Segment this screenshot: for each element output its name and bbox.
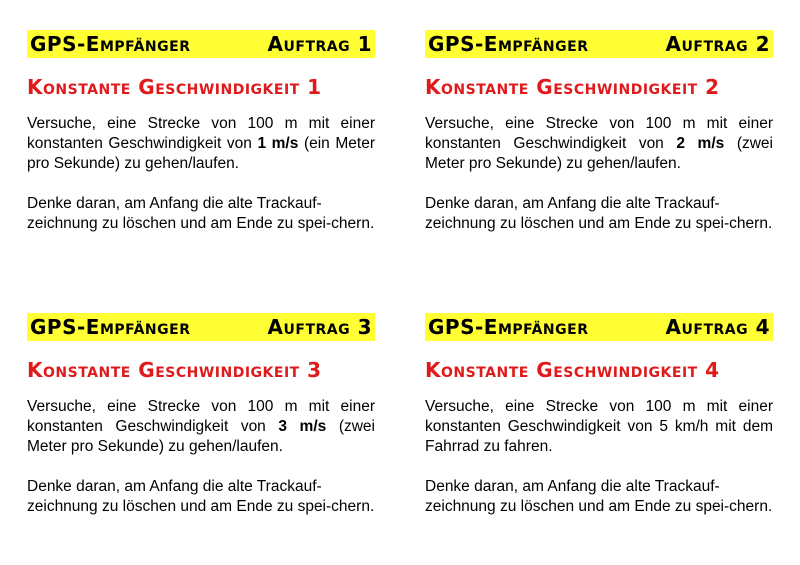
card-header <box>27 313 375 341</box>
instruction-part: Versuche, eine Strecke von 100 m mit einer konstanten Geschwindigkeit von <box>27 115 375 152</box>
speed-value: 2 m/s <box>676 135 725 152</box>
task-number: Auftrag 1 <box>267 32 372 56</box>
card-header <box>425 313 773 341</box>
card-body <box>425 397 773 517</box>
device-label: GPS-Empfänger <box>428 315 589 339</box>
device-label: GPS-Empfänger <box>30 315 191 339</box>
instruction-part: (ein Meter pro Sekunde) zu gehen/laufen. <box>27 135 375 172</box>
speed-value: 1 m/s <box>257 135 299 152</box>
reminder-text: Denke daran, am Anfang die alte Trackauf-zeichnung zu löschen und am Ende zu spei-chern. <box>425 478 773 515</box>
device-label: GPS-Empfänger <box>428 32 589 56</box>
card-body <box>425 114 773 234</box>
reminder-text: Denke daran, am Anfang die alte Trackauf-zeichnung zu löschen und am Ende zu spei-chern. <box>27 478 375 515</box>
card-body <box>27 397 375 517</box>
task-card-1 <box>27 30 375 234</box>
instruction-text <box>425 114 773 174</box>
card-header <box>425 30 773 58</box>
instruction-part: (zwei Meter pro Sekunde) zu gehen/laufen. <box>27 418 375 455</box>
task-number: Auftrag 4 <box>665 315 770 339</box>
task-card-4 <box>425 313 773 517</box>
instruction-text <box>27 397 375 457</box>
instruction-part: (zwei Meter pro Sekunde) zu gehen/laufen. <box>425 135 773 172</box>
card-title: Konstante Geschwindigkeit 2 <box>425 75 720 99</box>
card-title: Konstante Geschwindigkeit 3 <box>27 358 322 382</box>
card-title: Konstante Geschwindigkeit 4 <box>425 358 720 382</box>
task-card-3 <box>27 313 375 517</box>
instruction-text <box>425 397 773 457</box>
device-label: GPS-Empfänger <box>30 32 191 56</box>
card-header <box>27 30 375 58</box>
speed-value: 3 m/s <box>278 418 327 435</box>
instruction-part: Versuche, eine Strecke von 100 m mit einer konstanten Geschwindigkeit von 5 km/h mit dem Fahrrad zu fahren. <box>425 398 773 455</box>
task-number: Auftrag 3 <box>267 315 372 339</box>
reminder-text: Denke daran, am Anfang die alte Trackauf-zeichnung zu löschen und am Ende zu spei-chern. <box>425 195 773 232</box>
instruction-part: Versuche, eine Strecke von 100 m mit einer konstanten Geschwindigkeit von <box>425 115 773 152</box>
task-number: Auftrag 2 <box>665 32 770 56</box>
card-body <box>27 114 375 234</box>
task-card-2 <box>425 30 773 234</box>
card-title: Konstante Geschwindigkeit 1 <box>27 75 322 99</box>
reminder-text: Denke daran, am Anfang die alte Trackauf-zeichnung zu löschen und am Ende zu spei-chern. <box>27 195 375 232</box>
instruction-part: Versuche, eine Strecke von 100 m mit einer konstanten Geschwindigkeit von <box>27 398 375 435</box>
instruction-text <box>27 114 375 174</box>
